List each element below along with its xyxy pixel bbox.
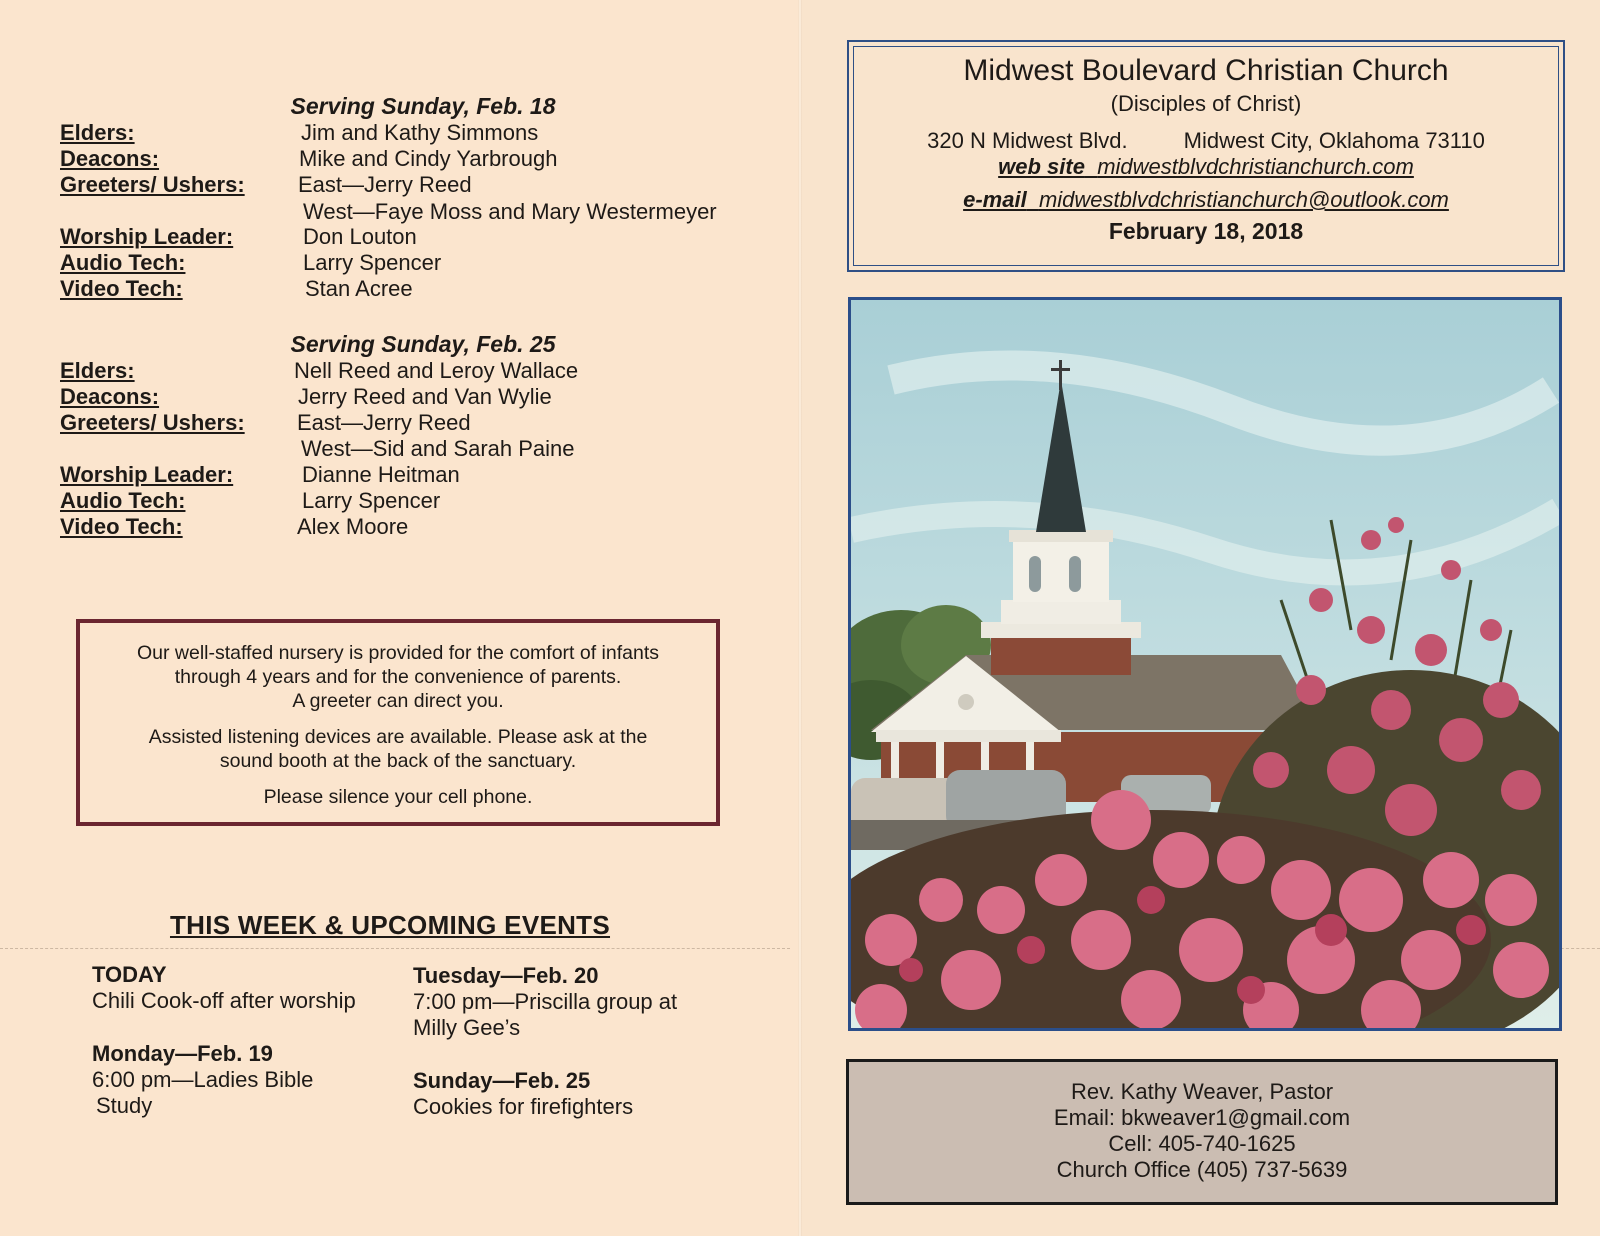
role-value: Nell Reed and Leroy Wallace: [294, 358, 579, 383]
street-address: 320 N Midwest Blvd.: [927, 128, 1128, 153]
role-value: Dianne Heitman: [302, 462, 460, 487]
role-label: Elders:: [60, 120, 135, 145]
church-header-box: [847, 40, 1565, 272]
role-value: Alex Moore: [297, 514, 409, 539]
pastor-email: Email: bkweaver1@gmail.com: [1053, 1105, 1351, 1130]
event-text: Chili Cook-off after worship: [92, 988, 356, 1013]
role-label: Greeters/ Ushers:: [60, 172, 245, 197]
bulletin-date: February 18, 2018: [1108, 218, 1304, 244]
role-value: Mike and Cindy Yarbrough: [299, 146, 558, 171]
nursery-notice-box: [76, 619, 720, 826]
website-line: [849, 154, 1563, 180]
serving-heading-week2: Serving Sunday, Feb. 25: [290, 331, 556, 357]
event-today: [92, 962, 356, 1014]
fold-line: [798, 0, 802, 1236]
event-title: TODAY: [92, 962, 167, 987]
role-value: Jerry Reed and Van Wylie: [298, 384, 552, 409]
church-photo: [848, 297, 1562, 1031]
event-sunday: [413, 1068, 633, 1120]
role-label: Deacons:: [60, 146, 160, 171]
notice-line: Assisted listening devices are available. Please ask at the: [148, 726, 648, 748]
role-label: Video Tech:: [60, 514, 183, 539]
events-heading: THIS WEEK & UPCOMING EVENTS: [169, 910, 611, 940]
pastor-cell: Cell: 405-740-1625: [1108, 1131, 1296, 1156]
pastor-name: Rev. Kathy Weaver, Pastor: [1070, 1079, 1334, 1104]
role-value: Don Louton: [303, 224, 417, 249]
event-text: 7:00 pm—Priscilla group at: [413, 989, 678, 1014]
church-photo-illustration: [851, 300, 1559, 1028]
role-label: Greeters/ Ushers:: [60, 410, 245, 435]
role-label: Deacons:: [60, 384, 160, 409]
role-value: Larry Spencer: [303, 250, 442, 275]
website-label: web site: [998, 154, 1085, 179]
event-text: Cookies for firefighters: [413, 1094, 634, 1119]
church-name: Midwest Boulevard Christian Church: [963, 54, 1449, 87]
event-title: Monday—Feb. 19: [92, 1041, 273, 1066]
role-value: Stan Acree: [305, 276, 413, 301]
pastor-contact-box: [846, 1059, 1558, 1205]
email-line: [849, 187, 1563, 213]
role-value: East—Jerry Reed: [297, 410, 471, 435]
notice-line: Our well-staffed nursery is provided for the comfort of infants: [136, 642, 660, 664]
notice-line: Please silence your cell phone.: [263, 786, 533, 808]
serving-heading-week1: Serving Sunday, Feb. 18: [290, 93, 556, 119]
role-label: Elders:: [60, 358, 135, 383]
notice-line: sound booth at the back of the sanctuary.: [219, 750, 577, 772]
notice-line: A greeter can direct you.: [292, 690, 504, 712]
church-denomination: (Disciples of Christ): [1110, 91, 1302, 116]
event-text: 6:00 pm—Ladies Bible: [92, 1067, 314, 1092]
email-label: e-mail: [963, 187, 1027, 212]
church-address: [849, 128, 1563, 154]
event-title: Sunday—Feb. 25: [413, 1068, 591, 1093]
church-office-phone: Church Office (405) 737-5639: [1056, 1157, 1348, 1182]
role-value: Jim and Kathy Simmons: [301, 120, 539, 145]
event-title: Tuesday—Feb. 20: [413, 963, 599, 988]
role-value: Larry Spencer: [302, 488, 441, 513]
notice-line: through 4 years and for the convenience of parents.: [174, 666, 622, 688]
perforation-left: [0, 948, 790, 949]
role-value: East—Jerry Reed: [298, 172, 472, 197]
role-value: West—Sid and Sarah Paine: [301, 436, 575, 461]
role-label: Audio Tech:: [60, 488, 186, 513]
role-label: Worship Leader:: [60, 224, 234, 249]
event-text: Study: [96, 1093, 153, 1118]
event-tuesday: [413, 963, 677, 1041]
role-label: Worship Leader:: [60, 462, 234, 487]
role-label: Video Tech:: [60, 276, 183, 301]
event-text: Milly Gee’s: [413, 1015, 521, 1040]
website-link[interactable]: midwestblvdchristianchurch.com: [1097, 154, 1414, 179]
event-monday: [92, 1041, 313, 1119]
city-address: Midwest City, Oklahoma 73110: [1183, 128, 1485, 153]
role-value: West—Faye Moss and Mary Westermeyer: [303, 199, 717, 224]
email-link[interactable]: midwestblvdchristianchurch@outlook.com: [1038, 187, 1449, 212]
role-label: Audio Tech:: [60, 250, 186, 275]
